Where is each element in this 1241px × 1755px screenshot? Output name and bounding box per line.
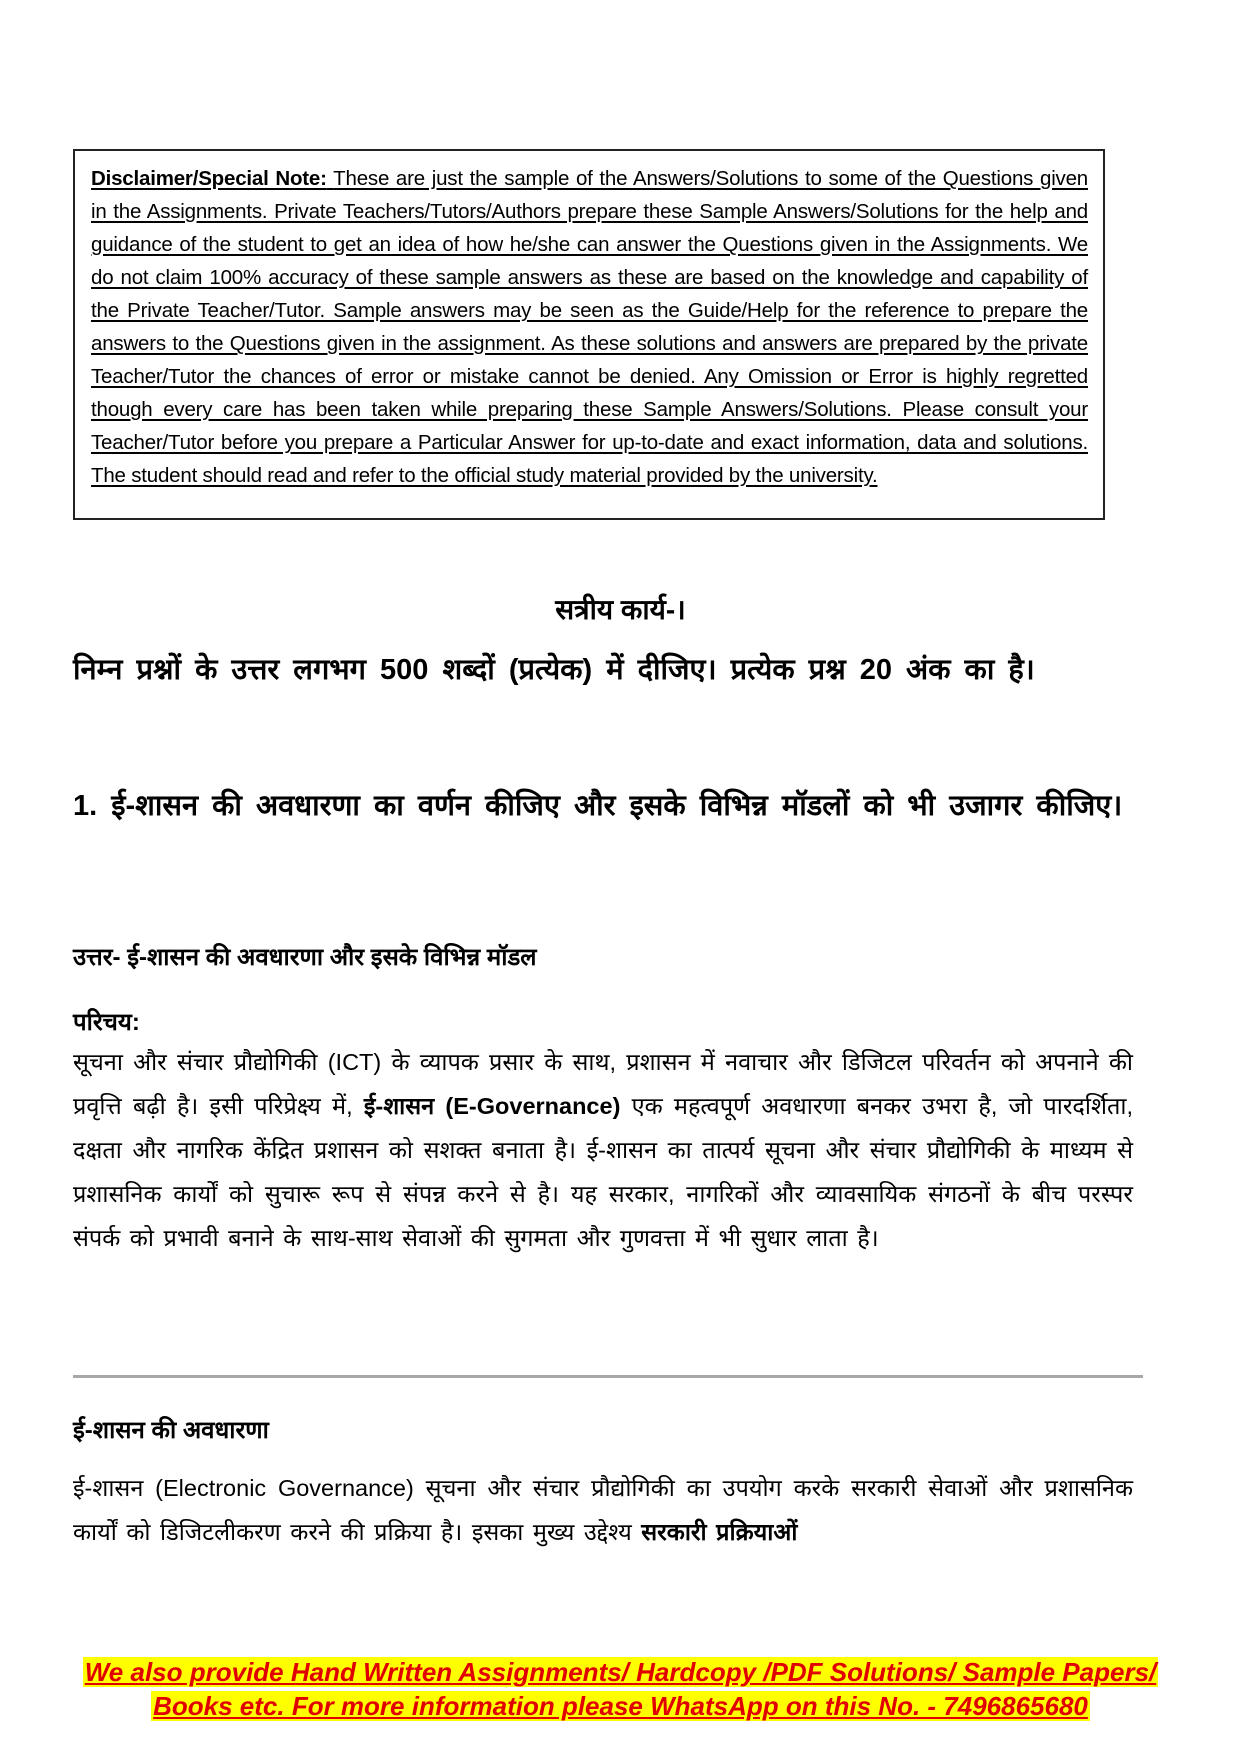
answer-heading: उत्तर- ई-शासन की अवधारणा और इसके विभिन्न मॉडल <box>73 944 537 971</box>
intro-paragraph <box>73 1040 1133 1260</box>
footer-advert <box>0 1655 1241 1723</box>
instruction-text: निम्न प्रश्नों के उत्तर लगभग 500 शब्दों (प्रत्येक) में दीजिए। प्रत्येक प्रश्न 20 अंक का है। <box>73 654 1035 686</box>
question-text: 1. ई-शासन की अवधारणा का वर्णन कीजिए और इसके विभिन्न मॉडलों को भी उजागर कीजिए। <box>73 790 1123 822</box>
section-divider <box>73 1375 1143 1378</box>
concept-bold-term: सरकारी प्रक्रियाओं <box>641 1519 798 1545</box>
disclaimer-body: These are just the sample of the Answers/Solutions to some of the Questions given in the Assignments. Private Teachers/Tutors/Authors prepare these Sample Answers/Solutions for the help and guidance of the student to get an idea of how he/she can answer the Questions given in the Assignments. We do not claim 100% accuracy of these sample answers as these are based on the knowledge and capability of the Private Teacher/Tutor. Sample answers may be seen as the Guide/Help for the reference to prepare the answers to the Questions given in the assignment. As these solutions and answers are prepared by the private Teacher/Tutor the chances of error or mistake cannot be denied. Any Omission or Error is highly regretted though every care has been taken while preparing these Sample Answers/Solutions. Please consult your Teacher/Tutor before you prepare a Particular Answer for up-to-date and exact information, data and solutions. The student should read and refer to the official study material provided by the university. <box>91 167 1088 487</box>
intro-heading: परिचय: <box>73 1009 140 1036</box>
disclaimer-label: Disclaimer/Special Note: <box>91 167 327 190</box>
concept-heading: ई-शासन की अवधारणा <box>73 1417 269 1444</box>
disclaimer-text <box>91 162 1088 492</box>
assignment-title: सत्रीय कार्य-। <box>555 594 686 625</box>
concept-text-part: ई-शासन (Electronic Governance) सूचना और संचार प्रौद्योगिकी का उपयोग करके सरकारी सेवाओं और प्रशासनिक कार्यों को डिजिटलीकरण करने की प्रक्रिया है। इसका मुख्य उद्देश्य <box>73 1475 1133 1545</box>
concept-paragraph <box>73 1466 1133 1554</box>
disclaimer-box <box>73 149 1105 520</box>
footer-line-2: Books etc. For more information please WhatsApp on this No. - 7496865680 <box>153 1691 1088 1721</box>
intro-bold-term: ई-शासन (E-Governance) <box>363 1093 621 1119</box>
footer-line-1: We also provide Hand Written Assignments/ Hardcopy /PDF Solutions/ Sample Papers/ <box>84 1657 1157 1687</box>
intro-text-part: एक महत्वपूर्ण अवधारणा बनकर उभरा है, जो पारदर्शिता, दक्षता और नागरिक केंद्रित प्रशासन को सशक्त बनाता है। ई-शासन का तात्पर्य सूचना और संचार प्रौद्योगिकी के माध्यम से प्रशासनिक कार्यों को सुचारू रूप से संपन्न करने से है। यह सरकार, नागरिकों और व्यावसायिक संगठनों के बीच परस्पर संपर्क को प्रभावी बनाने के साथ-साथ सेवाओं की सुगमता और गुणवत्ता में भी सुधार लाता है। <box>73 1093 1133 1251</box>
intro-text-part: सूचना और संचार प्रौद्योगिकी (ICT) के व्यापक प्रसार के साथ, प्रशासन में नवाचार और डिजिटल परिवर्तन को अपनाने की प्रवृत्ति बढ़ी है। इसी परिप्रेक्ष्य में, <box>73 1049 1133 1119</box>
